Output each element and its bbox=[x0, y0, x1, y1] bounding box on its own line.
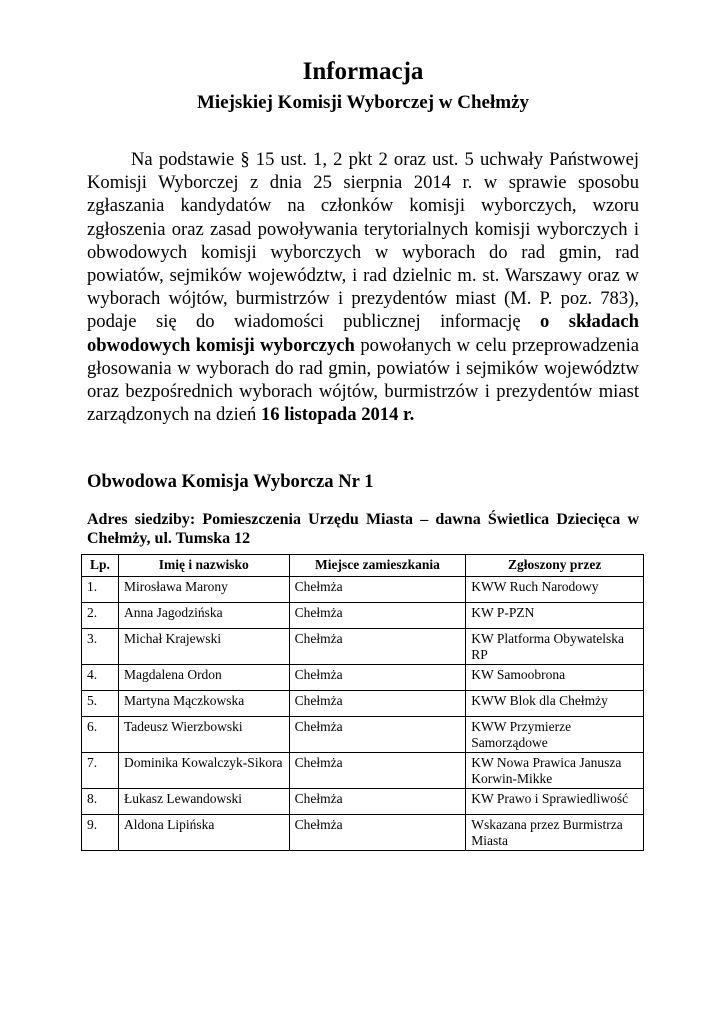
cell-place: Chełmża bbox=[289, 603, 466, 629]
table-row bbox=[82, 629, 644, 665]
cell-nominated-by: KWW Ruch Narodowy bbox=[466, 577, 644, 603]
cell-name: Łukasz Lewandowski bbox=[118, 789, 289, 815]
commission-heading: Obwodowa Komisja Wyborcza Nr 1 bbox=[87, 471, 374, 493]
table-header-row bbox=[82, 555, 644, 577]
table-row bbox=[82, 603, 644, 629]
cell-nominated-by: KWW Blok dla Chełmży bbox=[466, 691, 644, 717]
cell-lp: 4. bbox=[82, 665, 119, 691]
cell-place: Chełmża bbox=[289, 691, 466, 717]
cell-nominated-by: KW Samoobrona bbox=[466, 665, 644, 691]
cell-nominated-by: KW P-PZN bbox=[466, 603, 644, 629]
cell-nominated-by: KWW Przymierze Samorządowe bbox=[466, 717, 644, 753]
table-row bbox=[82, 815, 644, 851]
table-row bbox=[82, 789, 644, 815]
document-title: Informacja bbox=[302, 58, 424, 85]
cell-nominated-by: KW Platforma Obywatelska RP bbox=[466, 629, 644, 665]
intro-paragraph bbox=[87, 148, 639, 426]
cell-name: Martyna Mączkowska bbox=[118, 691, 289, 717]
cell-lp: 1. bbox=[82, 577, 119, 603]
header-nominated-by: Zgłoszony przez bbox=[466, 555, 644, 577]
intro-bold-date: 16 listopada 2014 r. bbox=[260, 404, 415, 426]
members-table bbox=[81, 554, 644, 851]
cell-place: Chełmża bbox=[289, 815, 466, 851]
table-row bbox=[82, 665, 644, 691]
table-row bbox=[82, 753, 644, 789]
cell-place: Chełmża bbox=[289, 629, 466, 665]
cell-nominated-by: Wskazana przez Burmistrza Miasta bbox=[466, 815, 644, 851]
table-row bbox=[82, 691, 644, 717]
cell-nominated-by: KW Prawo i Sprawiedliwość bbox=[466, 789, 644, 815]
cell-place: Chełmża bbox=[289, 789, 466, 815]
header-name: Imię i nazwisko bbox=[118, 555, 289, 577]
cell-name: Magdalena Ordon bbox=[118, 665, 289, 691]
commission-address: Adres siedziby: Pomieszczenia Urzędu Miasta – dawna Świetlica Dziecięca w Chełmży, ul. Tumska 12 bbox=[87, 511, 639, 548]
cell-lp: 7. bbox=[82, 753, 119, 789]
cell-lp: 3. bbox=[82, 629, 119, 665]
cell-name: Anna Jagodzińska bbox=[118, 603, 289, 629]
intro-text-part1: Na podstawie § 15 ust. 1, 2 pkt 2 oraz ust. 5 uchwały Państwowej Komisji Wyborczej z dnia 25 sierpnia 2014 r. w sprawie sposobu zgłaszania kandydatów na członków komisji wyborczych, wzoru zgłoszenia oraz zasad powoływania terytorialnych komisji wyborczych i obwodowych komisji wyborczych w wyborach do rad gmin, rad powiatów, sejmików województw, i rad dzielnic m. st. Warszawy oraz w wyborach wójtów, burmistrzów i prezydentów miast (M. P. poz. 783), podaje się do wiadomości publicznej informację bbox=[87, 149, 639, 333]
header-lp: Lp. bbox=[82, 555, 119, 577]
intro-text-part2: powołanych w celu przeprowadzenia głosowania w wyborach do rad gmin, powiatów i sejmików województw oraz bezpośrednich wyborach wójtów, burmistrzów i prezydentów miast zarządzonych na dzień bbox=[87, 334, 640, 426]
document-page bbox=[87, 56, 639, 548]
cell-place: Chełmża bbox=[289, 577, 466, 603]
cell-lp: 5. bbox=[82, 691, 119, 717]
cell-place: Chełmża bbox=[289, 665, 466, 691]
header-place: Miejsce zamieszkania bbox=[289, 555, 466, 577]
cell-name: Mirosława Marony bbox=[118, 577, 289, 603]
cell-lp: 2. bbox=[82, 603, 119, 629]
document-subtitle: Miejskiej Komisji Wyborczej w Chełmży bbox=[196, 92, 530, 113]
table-row bbox=[82, 577, 644, 603]
cell-name: Dominika Kowalczyk-Sikora bbox=[118, 753, 289, 789]
cell-place: Chełmża bbox=[289, 717, 466, 753]
cell-name: Aldona Lipińska bbox=[118, 815, 289, 851]
cell-lp: 6. bbox=[82, 717, 119, 753]
cell-lp: 9. bbox=[82, 815, 119, 851]
cell-nominated-by: KW Nowa Prawica Janusza Korwin-Mikke bbox=[466, 753, 644, 789]
cell-place: Chełmża bbox=[289, 753, 466, 789]
cell-lp: 8. bbox=[82, 789, 119, 815]
cell-name: Tadeusz Wierzbowski bbox=[118, 717, 289, 753]
cell-name: Michał Krajewski bbox=[118, 629, 289, 665]
table-row bbox=[82, 717, 644, 753]
intro-bold-commissions: o składach obwodowych komisji wyborczych bbox=[87, 311, 639, 356]
